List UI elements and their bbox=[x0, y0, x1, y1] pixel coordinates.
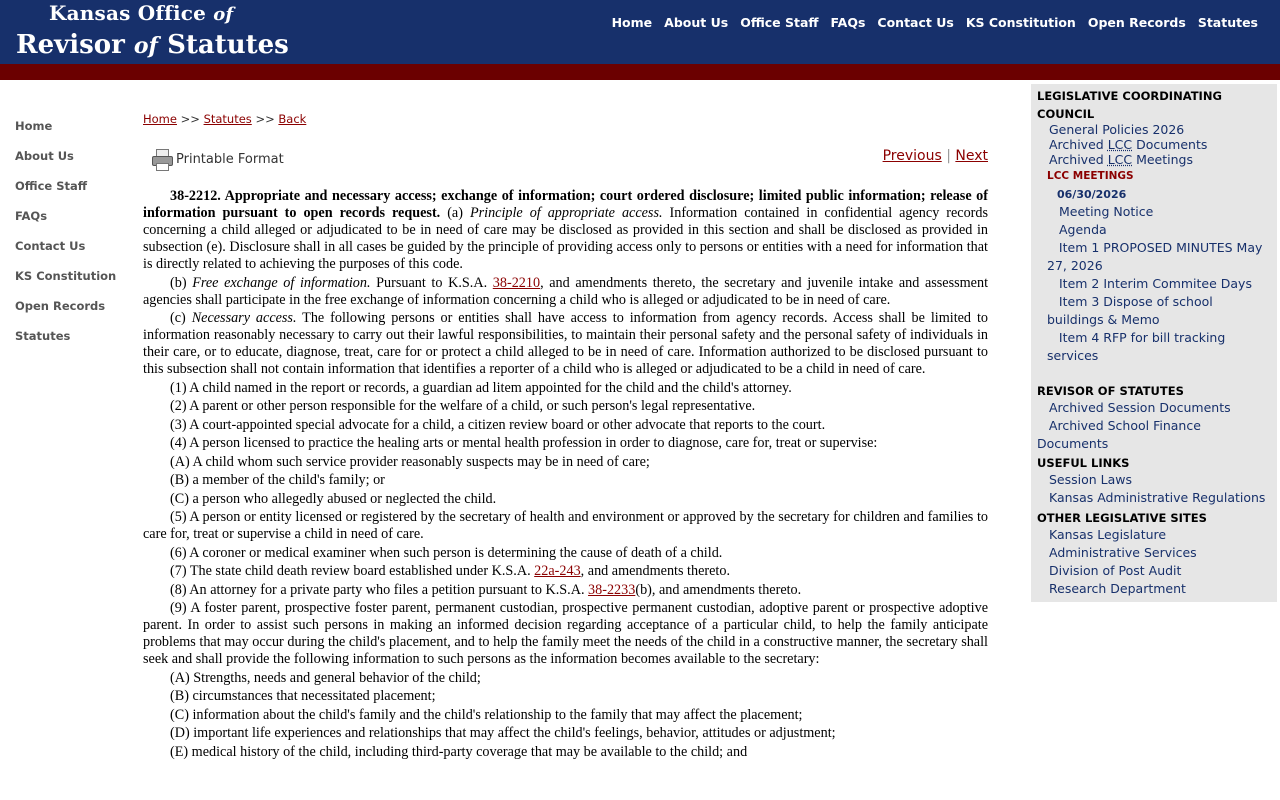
right-sidebar bbox=[1031, 84, 1277, 602]
statute-item: (C) a person who allegedly abused or neglected the child. bbox=[170, 490, 497, 507]
topnav-open-records[interactable]: Open Records bbox=[1087, 15, 1186, 30]
statute-link-22a-243[interactable]: 22a-243 bbox=[534, 563, 581, 579]
lcc-meetings-subheading: LCC MEETINGS bbox=[1047, 170, 1134, 182]
leftnav-faqs[interactable]: FAQs bbox=[15, 209, 48, 223]
topnav-contact-us[interactable]: Contact Us bbox=[877, 15, 954, 30]
statute-heading: 38-2212. Appropriate and necessary access; exchange of information; court ordered disclosure; limited public information; release of information pursuant to open records request. bbox=[143, 188, 988, 221]
top-nav bbox=[612, 15, 1258, 30]
previous-link[interactable]: Previous bbox=[882, 148, 942, 164]
archived-lcc-documents-link[interactable]: Archived LCC Documents bbox=[1049, 137, 1208, 152]
statute-link-38-2210[interactable]: 38-2210 bbox=[492, 274, 541, 291]
statute-item-7: (7) The state child death review board established under K.S.A. 22a-243, and amendments thereto. bbox=[170, 563, 730, 579]
statute-subitem: (D) important life experiences and relationships that may affect the child's feelings, behavior, attitudes or adjustment; bbox=[170, 725, 836, 741]
printable-format-label[interactable]: Printable Format bbox=[176, 151, 284, 167]
topnav-ks-constitution[interactable]: KS Constitution bbox=[965, 15, 1076, 30]
breadcrumb-home[interactable]: Home bbox=[143, 112, 177, 126]
statute-item: (1) A child named in the report or records, a guardian ad litem appointed for the child and the child's attorney. bbox=[170, 379, 792, 396]
statute-heading-paragraph: 38-2212. Appropriate and necessary access; exchange of information; court ordered disclosure; limited public information; release of information pursuant to open records request. (a) Principle of appropriate access. Information contained in confidential agency records concerning a child alleged or adjudicated to be in need of care may be disclosed as provided in this section and shall be disclosed as provided in subsection (e). Disclosure shall in all cases be guided by the principle of providing access only to persons or entities with a need for information that is directly related to achieving the purposes of this code. bbox=[143, 188, 989, 272]
archived-session-documents-link[interactable]: Archived Session Documents bbox=[1049, 400, 1231, 415]
site-logo-line1[interactable]: Kansas Office of bbox=[49, 1, 234, 25]
statute-subsection-c: (c) Necessary access. The following persons or entities shall have access to information from agency records. Access shall be limited to information reasonably necessary to carry out their lawful responsibilities, to maintain their personal safety and the personal safety of individuals in their care, or to educate, diagnose, treat, care for or protect a child alleged to be in need of care. Information authorized to be disclosed pursuant to this subsection shall not contain information that identifies a reporter of a child who is alleged or adjudicated to be a child in need of care. bbox=[143, 310, 988, 377]
item-2-link[interactable]: Item 2 Interim Commitee Days bbox=[1059, 276, 1252, 291]
breadcrumb-statutes[interactable]: Statutes bbox=[203, 112, 252, 126]
agenda-link[interactable]: Agenda bbox=[1059, 222, 1107, 237]
statute-subitem: (C) information about the child's family and the child's relationship to the family that may affect the placement; bbox=[170, 706, 803, 723]
breadcrumb-separator: >> bbox=[255, 112, 275, 126]
general-policies-link[interactable]: General Policies 2026 bbox=[1049, 122, 1185, 137]
statute-item-9: (9) A foster parent, prospective foster parent, permanent custodian, prospective permanent custodian, adoptive parent or prospective adoptive parent. In order to assist such persons in making an informed decision regarding acceptance of a particular child, to help the family anticipate problems that may occur during the child's placement, and to help the family meet the needs of the child in a constructive manner, the secretary shall seek and shall provide the following information to such persons as the information becomes available to the secretary: bbox=[143, 600, 988, 667]
statute-item: (4) A person licensed to practice the healing arts or mental health profession in order to diagnose, care for, treat or supervise: bbox=[170, 435, 878, 451]
other-legislative-sites-heading: OTHER LEGISLATIVE SITES bbox=[1037, 511, 1207, 525]
statute-item: (A) A child whom such service provider reasonably suspects may be in need of care; bbox=[170, 453, 650, 470]
next-link[interactable]: Next bbox=[955, 148, 988, 164]
statute-subitem: (E) medical history of the child, including third-party coverage that may be available to the child; and bbox=[170, 743, 748, 760]
archived-school-finance-link[interactable]: Archived School Finance Documents bbox=[1037, 418, 1201, 451]
leftnav-home[interactable]: Home bbox=[15, 119, 53, 133]
statute-item: (6) A coroner or medical examiner when such person is determining the cause of death of a child. bbox=[170, 544, 723, 561]
printer-icon[interactable] bbox=[151, 148, 173, 170]
revisor-heading: REVISOR OF STATUTES bbox=[1037, 384, 1184, 398]
breadcrumb-separator: >> bbox=[180, 112, 200, 126]
meeting-date: 06/30/2026 bbox=[1057, 188, 1127, 201]
topnav-home[interactable]: Home bbox=[611, 15, 653, 30]
header-accent-bar bbox=[0, 64, 1280, 80]
site-logo-line2[interactable]: Revisor of Statutes bbox=[16, 30, 289, 60]
statute-subsection-b: (b) Free exchange of information. Pursuant to K.S.A. 38-2210, and amendments thereto, the secretary and juvenile intake and assessment agencies shall participate in the free exchange of information concerning a child who is alleged or adjudicated to be in need of care. bbox=[143, 274, 989, 308]
statute-text bbox=[143, 188, 988, 762]
printable-format-link[interactable] bbox=[151, 148, 284, 170]
statute-subitem: (B) circumstances that necessitated placement; bbox=[170, 688, 436, 704]
leftnav-ks-constitution[interactable]: KS Constitution bbox=[15, 269, 117, 283]
topnav-statutes[interactable]: Statutes bbox=[1197, 15, 1258, 30]
topnav-faqs[interactable]: FAQs bbox=[830, 15, 866, 30]
item-4-link[interactable]: Item 4 RFP for bill tracking services bbox=[1047, 330, 1226, 363]
statute-item: (5) A person or entity licensed or registered by the secretary of health and environment or approved by the secretary for children and families to care for, treat or supervise a child in need of care. bbox=[143, 509, 988, 542]
statute-subitem: (A) Strengths, needs and general behavior of the child; bbox=[170, 669, 481, 686]
archived-lcc-meetings-link[interactable]: Archived LCC Meetings bbox=[1049, 152, 1193, 167]
breadcrumb-back[interactable]: Back bbox=[278, 112, 307, 126]
statute-item: (2) A parent or other person responsible for the welfare of a child, or such person's legal representative. bbox=[170, 398, 756, 414]
meeting-notice-link[interactable]: Meeting Notice bbox=[1059, 204, 1154, 219]
kansas-administrative-regulations-link[interactable]: Kansas Administrative Regulations bbox=[1049, 490, 1266, 505]
statute-item-8: (8) An attorney for a private party who files a petition pursuant to K.S.A. 38-2233(b), and amendments thereto. bbox=[170, 581, 802, 598]
pager-separator: | bbox=[946, 148, 951, 164]
division-of-post-audit-link[interactable]: Division of Post Audit bbox=[1049, 563, 1182, 578]
useful-links-heading: USEFUL LINKS bbox=[1037, 456, 1130, 470]
statute-link-38-2233[interactable]: 38-2233 bbox=[588, 581, 636, 598]
research-department-link[interactable]: Research Department bbox=[1049, 581, 1186, 596]
leftnav-about-us[interactable]: About Us bbox=[15, 149, 74, 163]
statute-item: (3) A court-appointed special advocate for a child, a citizen review board or other advocate that reports to the court. bbox=[170, 416, 826, 433]
session-laws-link[interactable]: Session Laws bbox=[1049, 472, 1133, 487]
topnav-office-staff[interactable]: Office Staff bbox=[740, 15, 819, 30]
left-nav bbox=[15, 118, 116, 358]
statute-item: (B) a member of the child's family; or bbox=[170, 472, 385, 488]
site-header bbox=[0, 0, 1280, 64]
breadcrumb bbox=[143, 112, 306, 126]
pager bbox=[883, 148, 988, 164]
leftnav-office-staff[interactable]: Office Staff bbox=[15, 179, 88, 193]
item-3-link[interactable]: Item 3 Dispose of school buildings & Memo bbox=[1047, 294, 1213, 327]
leftnav-open-records[interactable]: Open Records bbox=[15, 299, 106, 313]
lcc-heading: LEGISLATIVE COORDINATING COUNCIL bbox=[1037, 89, 1222, 121]
item-1-minutes-link[interactable]: Item 1 PROPOSED MINUTES May 27, 2026 bbox=[1047, 240, 1263, 273]
kansas-legislature-link[interactable]: Kansas Legislature bbox=[1049, 527, 1167, 542]
administrative-services-link[interactable]: Administrative Services bbox=[1049, 545, 1197, 560]
leftnav-statutes[interactable]: Statutes bbox=[15, 329, 71, 343]
topnav-about-us[interactable]: About Us bbox=[664, 15, 729, 30]
leftnav-contact-us[interactable]: Contact Us bbox=[15, 239, 86, 253]
